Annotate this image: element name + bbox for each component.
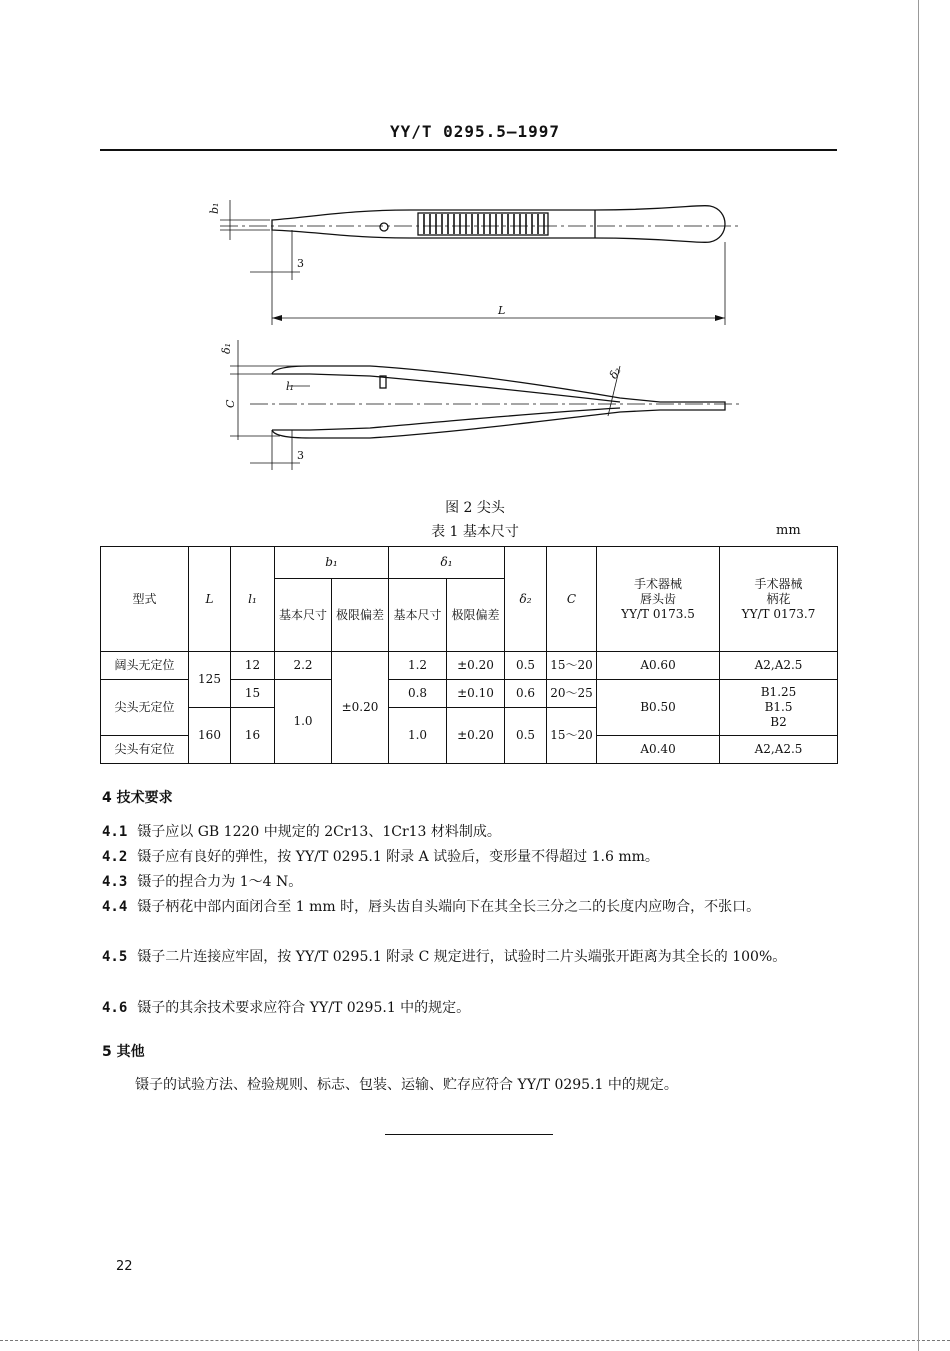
cell-C: 15～20: [547, 652, 597, 680]
cell-d2: 0.5: [505, 708, 547, 764]
cell-type: 阔头无定位: [101, 652, 189, 680]
label-L: L: [498, 304, 506, 317]
section-4-title: 4 技术要求: [102, 790, 173, 806]
cell-b1-size: 2.2: [275, 652, 332, 680]
page-number: 22: [116, 1259, 133, 1274]
section-5-text: 镊子的试验方法、检验规则、标志、包装、运输、贮存应符合 YY/T 0295.1 中的规定。: [135, 1077, 678, 1093]
handle-header-line: 柄花: [766, 591, 791, 606]
cell-d1-size: 1.0: [389, 708, 447, 764]
clause-number: 4.5: [102, 949, 128, 965]
clause-4-3: [102, 871, 842, 893]
cell-jaw: A0.40: [597, 736, 720, 764]
header-delta1-basic: 基本尺寸: [389, 579, 447, 652]
label-delta2: δ₂: [606, 364, 624, 381]
cell-d2: 0.5: [505, 652, 547, 680]
cell-d1-tol: ±0.20: [447, 652, 505, 680]
cell-handle: [720, 680, 838, 736]
section-5-title: 5 其他: [102, 1044, 145, 1060]
header-handle-pattern: [720, 547, 838, 652]
clause-number: 4.2: [102, 849, 128, 865]
header-rule: [100, 149, 837, 151]
cell-l1: 12: [231, 652, 275, 680]
end-rule: [385, 1134, 553, 1135]
label-delta1: δ₁: [220, 342, 233, 354]
header-b1-basic: 基本尺寸: [275, 579, 332, 652]
cell-d1-tol: ±0.20: [447, 708, 505, 764]
header-L: L: [189, 547, 231, 652]
clause-text: 镊子应以 GB 1220 中规定的 2Cr13、1Cr13 材料制成。: [137, 824, 501, 840]
table-row: [101, 652, 838, 680]
label-3-top: 3: [297, 257, 304, 270]
clause-4-5: [102, 946, 842, 968]
standard-header: YY/T 0295.5—1997: [389, 122, 561, 141]
header-delta2: δ₂: [505, 547, 547, 652]
clause-4-2: [102, 846, 842, 868]
table-title: 表 1 基本尺寸: [431, 524, 519, 540]
handle-header-line: 手术器械: [754, 576, 803, 591]
header-delta1: δ₁: [389, 547, 505, 579]
cell-b1-tol: ±0.20: [332, 652, 389, 764]
clause-number: 4.4: [102, 899, 128, 915]
cell-d1-tol: ±0.10: [447, 680, 505, 708]
dimension-table: [100, 546, 838, 764]
label-l1: l₁: [286, 380, 294, 393]
clause-text: 镊子应有良好的弹性，按 YY/T 0295.1 附录 A 试验后，变形量不得超过 1.6 mm。: [137, 849, 659, 865]
jaw-header-line: 唇头齿: [640, 591, 677, 606]
label-C: C: [224, 399, 237, 408]
handle-value: B1.5: [764, 700, 793, 714]
header-type: 型式: [101, 547, 189, 652]
scan-right-edge: [918, 0, 919, 1351]
header-jaw-teeth: [597, 547, 720, 652]
cell-l1: 15: [231, 680, 275, 708]
clause-text: 镊子柄花中部内面闭合至 1 mm 时，唇头齿自头端向下在其全长三分之二的长度内应吻合，不张口。: [137, 899, 761, 915]
cell-d1-size: 1.2: [389, 652, 447, 680]
cell-jaw: A0.60: [597, 652, 720, 680]
clause-text: 镊子二片连接应牢固，按 YY/T 0295.1 附录 C 规定进行，试验时二片头端张开距离为其全长的 100%。: [137, 949, 787, 965]
clause-4-1: [102, 821, 842, 843]
cell-handle: A2,A2.5: [720, 652, 838, 680]
clause-number: 4.6: [102, 1000, 128, 1016]
cell-type: 尖头无定位: [101, 680, 189, 736]
handle-header-line: YY/T 0173.7: [741, 606, 816, 621]
label-b1: b₁: [208, 202, 221, 214]
cell-d1-size: 0.8: [389, 680, 447, 708]
clause-text: 镊子的其余技术要求应符合 YY/T 0295.1 中的规定。: [137, 1000, 471, 1016]
cell-jaw: B0.50: [597, 680, 720, 736]
scan-bottom-edge: [0, 1340, 950, 1341]
header-b1: b₁: [275, 547, 389, 579]
header-b1-tolerance: 极限偏差: [332, 579, 389, 652]
header-C: C: [547, 547, 597, 652]
table-unit: mm: [776, 523, 801, 538]
handle-value: B2: [770, 715, 787, 729]
cell-b1-size: 1.0: [275, 680, 332, 764]
cell-L: 160: [189, 708, 231, 764]
header-delta1-tolerance: 极限偏差: [447, 579, 505, 652]
label-3-bottom: 3: [297, 449, 304, 462]
header-l1: l₁: [231, 547, 275, 652]
handle-value: B1.25: [760, 685, 797, 699]
cell-d2: 0.6: [505, 680, 547, 708]
cell-type: 尖头有定位: [101, 736, 189, 764]
forceps-drawing: [200, 180, 760, 490]
cell-C: 20～25: [547, 680, 597, 708]
cell-l1: 16: [231, 708, 275, 764]
forceps-side-view: [230, 340, 740, 470]
cell-handle: A2,A2.5: [720, 736, 838, 764]
clause-number: 4.1: [102, 824, 128, 840]
clause-4-6: [102, 997, 842, 1019]
cell-L: 125: [189, 652, 231, 708]
cell-C: 15～20: [547, 708, 597, 764]
clause-text: 镊子的捏合力为 1～4 N。: [137, 874, 303, 890]
clause-4-4: [102, 896, 842, 918]
jaw-header-line: YY/T 0173.5: [621, 606, 695, 621]
clause-number: 4.3: [102, 874, 128, 890]
jaw-header-line: 手术器械: [634, 576, 683, 591]
figure-caption: 图 2 尖头: [445, 500, 505, 516]
